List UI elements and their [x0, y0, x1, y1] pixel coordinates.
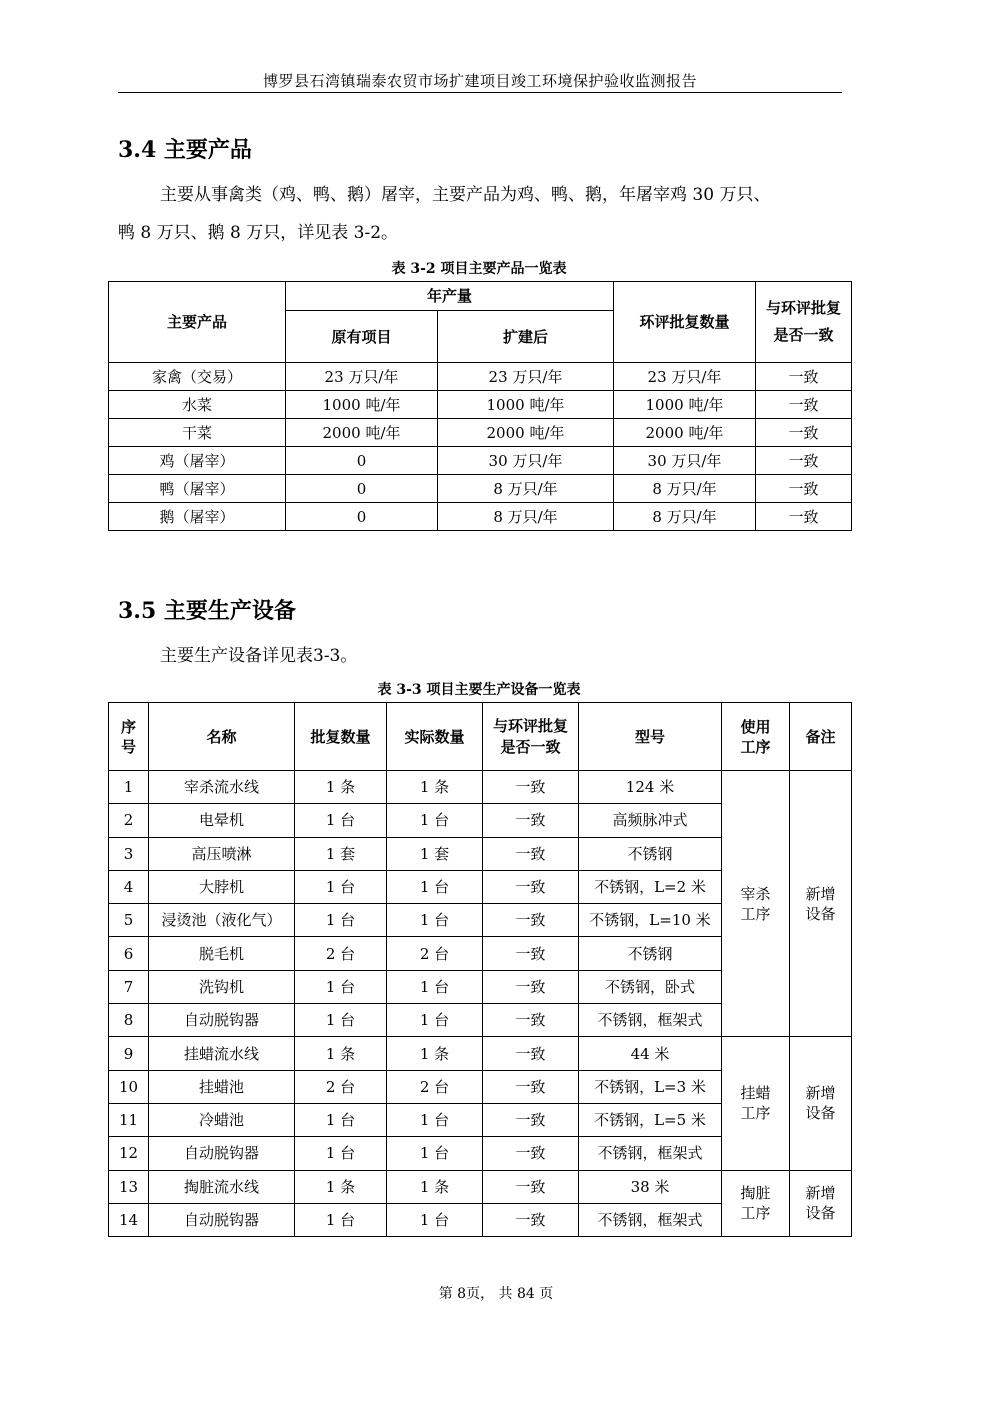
table-row [109, 363, 852, 391]
cell-model: 38 米 [579, 1170, 722, 1203]
cell-name: 洗钩机 [149, 970, 295, 1003]
table-row [109, 419, 852, 447]
cell-approved: 1 台 [295, 1103, 387, 1136]
table-3-2-body [109, 363, 852, 531]
cell-actual: 1 套 [387, 837, 483, 870]
header-process: 使用工序 [722, 703, 790, 771]
cell-consistent: 一致 [483, 937, 579, 970]
header-approved: 环评批复数量 [614, 282, 756, 363]
cell-name: 挂蜡池 [149, 1070, 295, 1103]
cell-original: 1000 吨/年 [286, 391, 438, 419]
cell-name: 大脖机 [149, 870, 295, 903]
table-3-2 [108, 281, 852, 531]
cell-no: 10 [109, 1070, 149, 1103]
cell-consistent: 一致 [483, 1137, 579, 1170]
cell-model: 124 米 [579, 771, 722, 804]
cell-model: 高频脉冲式 [579, 804, 722, 837]
cell-consistent: 一致 [756, 363, 852, 391]
cell-original: 0 [286, 447, 438, 475]
cell-model: 不锈钢，L=3 米 [579, 1070, 722, 1103]
cell-model: 不锈钢，框架式 [579, 1004, 722, 1037]
cell-no: 8 [109, 1004, 149, 1037]
cell-name: 宰杀流水线 [149, 771, 295, 804]
header-consistent: 与环评批复是否一致 [756, 282, 852, 363]
cell-no: 3 [109, 837, 149, 870]
cell-approved: 1 条 [295, 1037, 387, 1070]
cell-no: 1 [109, 771, 149, 804]
cell-product: 干菜 [109, 419, 286, 447]
cell-approved: 1 台 [295, 804, 387, 837]
cell-actual: 2 台 [387, 1070, 483, 1103]
cell-name: 电晕机 [149, 804, 295, 837]
header-original: 原有项目 [286, 311, 438, 363]
cell-actual: 1 台 [387, 870, 483, 903]
cell-actual: 1 台 [387, 804, 483, 837]
header-product: 主要产品 [109, 282, 286, 363]
cell-approved: 1 套 [295, 837, 387, 870]
paragraph-line-2: 鸭 8 万只、鹅 8 万只，详见表 3-2。 [118, 223, 399, 243]
cell-approved: 8 万只/年 [614, 503, 756, 531]
table-3-2-caption: 表 3-2 项目主要产品一览表 [391, 261, 567, 277]
cell-original: 23 万只/年 [286, 363, 438, 391]
running-header: 博罗县石湾镇瑞泰农贸市场扩建项目竣工环境保护验收监测报告 [262, 72, 697, 90]
cell-model: 不锈钢 [579, 937, 722, 970]
cell-expanded: 8 万只/年 [438, 503, 614, 531]
cell-name: 掏脏流水线 [149, 1170, 295, 1203]
cell-original: 0 [286, 475, 438, 503]
table-row [109, 1037, 852, 1070]
cell-model: 不锈钢，L=10 米 [579, 904, 722, 937]
cell-name: 脱毛机 [149, 937, 295, 970]
header-actual-qty: 实际数量 [387, 703, 483, 771]
cell-approved: 1 台 [295, 904, 387, 937]
cell-product: 家禽（交易） [109, 363, 286, 391]
cell-actual: 2 台 [387, 937, 483, 970]
header-annual: 年产量 [286, 282, 614, 311]
cell-actual: 1 台 [387, 1137, 483, 1170]
section-3-5-paragraph: 主要生产设备详见表3-3。 [160, 646, 358, 666]
cell-name: 浸烫池（液化气） [149, 904, 295, 937]
cell-no: 2 [109, 804, 149, 837]
cell-remark: 新增设备 [790, 1170, 852, 1237]
cell-consistent: 一致 [483, 870, 579, 903]
cell-name: 自动脱钩器 [149, 1004, 295, 1037]
cell-expanded: 23 万只/年 [438, 363, 614, 391]
section-3-5-title: 3.5 主要生产设备 [118, 598, 296, 624]
page-footer: 第 8页， 共 84 页 [438, 1286, 554, 1302]
cell-no: 14 [109, 1203, 149, 1236]
cell-expanded: 8 万只/年 [438, 475, 614, 503]
cell-remark: 新增设备 [790, 1037, 852, 1170]
section-3-4-title: 3.4 主要产品 [118, 137, 252, 163]
cell-consistent: 一致 [756, 503, 852, 531]
cell-consistent: 一致 [483, 970, 579, 1003]
cell-no: 12 [109, 1137, 149, 1170]
cell-model: 不锈钢 [579, 837, 722, 870]
table-row [109, 1170, 852, 1203]
table-3-3-body [109, 771, 852, 1237]
cell-product: 鸭（屠宰） [109, 475, 286, 503]
paragraph-line-1: 主要从事禽类（鸡、鸭、鹅）屠宰，主要产品为鸡、鸭、鹅，年屠宰鸡 30 万只、 [160, 185, 771, 205]
cell-consistent: 一致 [756, 391, 852, 419]
header-no: 序号 [109, 703, 149, 771]
cell-consistent: 一致 [483, 1170, 579, 1203]
table-3-3 [108, 702, 852, 1237]
cell-approved: 23 万只/年 [614, 363, 756, 391]
cell-approved: 1 台 [295, 1137, 387, 1170]
cell-name: 自动脱钩器 [149, 1137, 295, 1170]
table-row [109, 391, 852, 419]
cell-consistent: 一致 [483, 1004, 579, 1037]
cell-original: 0 [286, 503, 438, 531]
cell-consistent: 一致 [756, 447, 852, 475]
cell-consistent: 一致 [483, 1070, 579, 1103]
section-3-4-paragraph [118, 176, 848, 252]
table-row [109, 771, 852, 804]
cell-actual: 1 台 [387, 1103, 483, 1136]
cell-name: 高压喷淋 [149, 837, 295, 870]
cell-approved: 1 条 [295, 1170, 387, 1203]
cell-no: 13 [109, 1170, 149, 1203]
cell-model: 不锈钢，框架式 [579, 1137, 722, 1170]
cell-approved: 1 台 [295, 970, 387, 1003]
cell-remark: 新增设备 [790, 771, 852, 1037]
cell-consistent: 一致 [483, 1103, 579, 1136]
cell-actual: 1 台 [387, 1203, 483, 1236]
cell-actual: 1 条 [387, 1037, 483, 1070]
cell-process: 挂蜡工序 [722, 1037, 790, 1170]
cell-consistent: 一致 [756, 419, 852, 447]
cell-actual: 1 台 [387, 1004, 483, 1037]
cell-actual: 1 条 [387, 771, 483, 804]
header-expanded: 扩建后 [438, 311, 614, 363]
cell-model: 44 米 [579, 1037, 722, 1070]
cell-consistent: 一致 [483, 1203, 579, 1236]
cell-model: 不锈钢，框架式 [579, 1203, 722, 1236]
cell-approved: 2000 吨/年 [614, 419, 756, 447]
cell-model: 不锈钢，卧式 [579, 970, 722, 1003]
header-model: 型号 [579, 703, 722, 771]
cell-consistent: 一致 [483, 1037, 579, 1070]
cell-product: 鹅（屠宰） [109, 503, 286, 531]
cell-no: 9 [109, 1037, 149, 1070]
cell-expanded: 30 万只/年 [438, 447, 614, 475]
cell-no: 5 [109, 904, 149, 937]
cell-approved: 1000 吨/年 [614, 391, 756, 419]
cell-approved: 2 台 [295, 937, 387, 970]
table-row [109, 503, 852, 531]
cell-consistent: 一致 [483, 837, 579, 870]
cell-name: 挂蜡流水线 [149, 1037, 295, 1070]
cell-process: 宰杀工序 [722, 771, 790, 1037]
cell-consistent: 一致 [483, 804, 579, 837]
cell-consistent: 一致 [483, 904, 579, 937]
cell-no: 7 [109, 970, 149, 1003]
cell-approved: 2 台 [295, 1070, 387, 1103]
cell-product: 鸡（屠宰） [109, 447, 286, 475]
cell-actual: 1 台 [387, 970, 483, 1003]
cell-original: 2000 吨/年 [286, 419, 438, 447]
table-row [109, 475, 852, 503]
cell-actual: 1 条 [387, 1170, 483, 1203]
cell-model: 不锈钢，L=2 米 [579, 870, 722, 903]
cell-name: 自动脱钩器 [149, 1203, 295, 1236]
cell-no: 4 [109, 870, 149, 903]
cell-approved: 8 万只/年 [614, 475, 756, 503]
header-remark: 备注 [790, 703, 852, 771]
header-rule [118, 92, 842, 93]
cell-product: 水菜 [109, 391, 286, 419]
cell-approved: 30 万只/年 [614, 447, 756, 475]
cell-no: 6 [109, 937, 149, 970]
header-approved-qty: 批复数量 [295, 703, 387, 771]
cell-approved: 1 台 [295, 1004, 387, 1037]
header-consistent: 与环评批复是否一致 [483, 703, 579, 771]
header-name: 名称 [149, 703, 295, 771]
cell-no: 11 [109, 1103, 149, 1136]
cell-expanded: 1000 吨/年 [438, 391, 614, 419]
table-3-3-caption: 表 3-3 项目主要生产设备一览表 [377, 682, 581, 698]
cell-process: 掏脏工序 [722, 1170, 790, 1237]
cell-consistent: 一致 [483, 771, 579, 804]
cell-approved: 1 台 [295, 1203, 387, 1236]
cell-approved: 1 条 [295, 771, 387, 804]
cell-name: 冷蜡池 [149, 1103, 295, 1136]
cell-consistent: 一致 [756, 475, 852, 503]
table-row [109, 447, 852, 475]
cell-expanded: 2000 吨/年 [438, 419, 614, 447]
cell-model: 不锈钢，L=5 米 [579, 1103, 722, 1136]
cell-approved: 1 台 [295, 870, 387, 903]
cell-actual: 1 台 [387, 904, 483, 937]
